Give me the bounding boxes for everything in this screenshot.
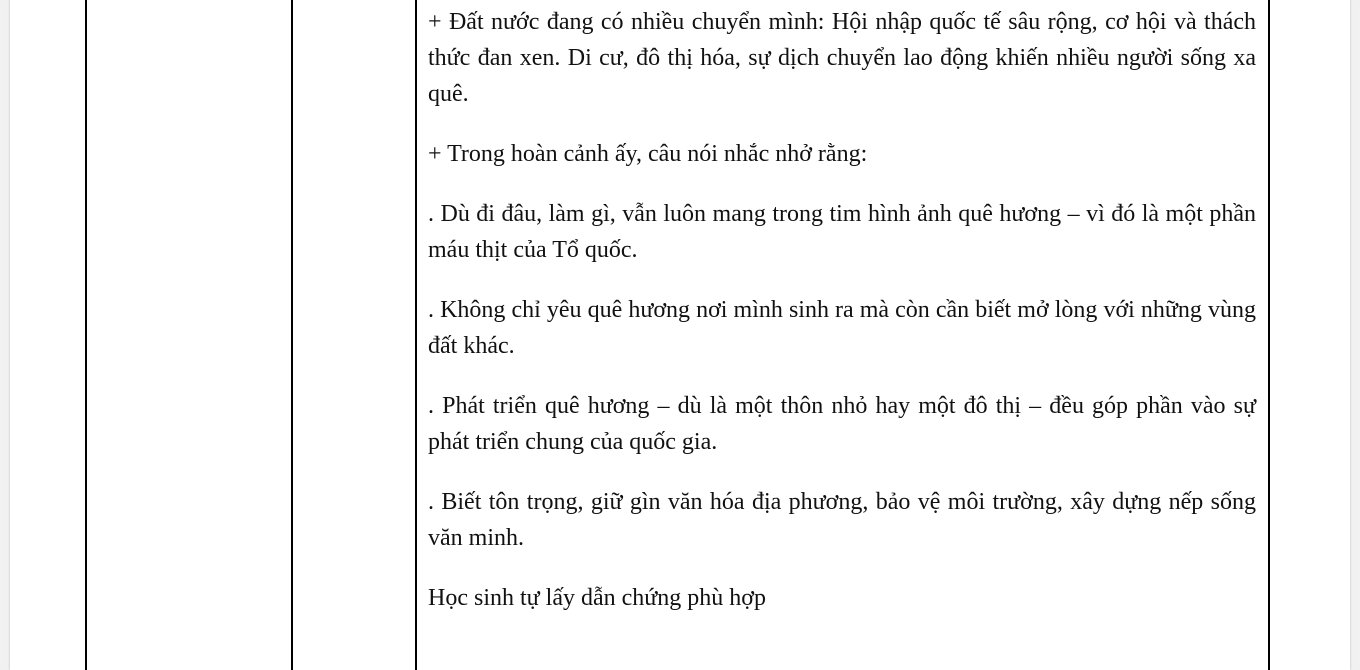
document-page bbox=[10, 0, 1350, 670]
paragraph: Học sinh tự lấy dẫn chứng phù hợp bbox=[428, 585, 766, 611]
paragraph: + Đất nước đang có nhiều chuyển mình: Hội nhập quốc tế sâu rộng, cơ hội và thách thức đan xen. Di cư, đô thị hóa, sự dịch chuyển lao động khiến nhiều người sống xa quê. bbox=[428, 9, 1256, 107]
table-column-border bbox=[291, 0, 293, 670]
table-column-border bbox=[415, 0, 417, 670]
paragraph: + Trong hoàn cảnh ấy, câu nói nhắc nhở rằng: bbox=[428, 141, 868, 167]
paragraph: . Biết tôn trọng, giữ gìn văn hóa địa phương, bảo vệ môi trường, xây dựng nếp sống văn minh. bbox=[428, 489, 1256, 551]
paragraph: . Phát triển quê hương – dù là một thôn nhỏ hay một đô thị – đều góp phần vào sự phát triển chung của quốc gia. bbox=[428, 393, 1256, 455]
paragraph: . Không chỉ yêu quê hương nơi mình sinh ra mà còn cần biết mở lòng với những vùng đất khác. bbox=[428, 297, 1256, 359]
table-column-border bbox=[1268, 0, 1270, 670]
table-column-border bbox=[85, 0, 87, 670]
table-cell-content bbox=[428, 4, 1256, 640]
paragraph: . Dù đi đâu, làm gì, vẫn luôn mang trong tim hình ảnh quê hương – vì đó là một phần máu thịt của Tổ quốc. bbox=[428, 201, 1256, 263]
